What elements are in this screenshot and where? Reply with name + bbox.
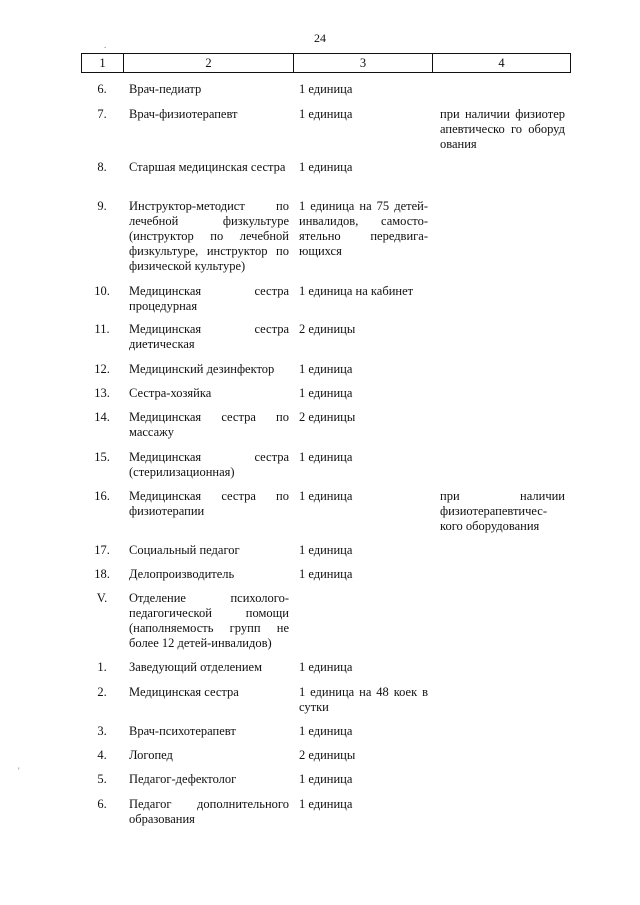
row-number: 12. [94, 362, 110, 376]
row-number: 18. [94, 567, 110, 581]
row-number: 3. [97, 724, 107, 738]
position-name: Медицинский дезинфектор [129, 362, 275, 376]
table-row [81, 567, 571, 582]
table-row [81, 685, 571, 715]
staff-quantity: 1 единица [299, 772, 353, 786]
row-note [432, 386, 569, 401]
table-row [81, 160, 571, 175]
table-header-row [81, 53, 571, 73]
row-note [432, 322, 569, 352]
position-name: Медицинская сестра (стерилизационная) [129, 450, 289, 479]
row-note [432, 284, 569, 314]
scan-mark: . [104, 40, 107, 50]
position-name: Сестра-хозяйка [129, 386, 212, 400]
row-number: 6. [97, 82, 107, 96]
row-note [432, 410, 569, 440]
table-row [81, 724, 571, 739]
row-note: при наличии физиотерапевтическо го оборудования [440, 107, 565, 151]
table-row [81, 748, 571, 763]
row-number: 7. [97, 107, 107, 121]
staff-quantity: 1 единица [299, 543, 353, 557]
row-number: 11. [94, 322, 110, 336]
row-note: при наличии физиотерапевтичес-кого оборудования [440, 489, 565, 533]
row-number: 10. [94, 284, 110, 298]
staff-quantity: 1 единица [299, 724, 353, 738]
section-heading-row [81, 591, 571, 651]
staff-quantity: 1 единица [299, 160, 353, 174]
table-row [81, 797, 571, 827]
staff-quantity: 1 единица [299, 386, 353, 400]
staff-quantity: 1 единица на кабинет [299, 284, 414, 298]
row-number: 4. [97, 748, 107, 762]
section-title: Отделение психолого-педагогической помощи (наполняемость групп не более 12 детей-инвалидов) [129, 591, 289, 650]
staff-quantity: 1 единица [299, 660, 353, 674]
table-row [81, 660, 571, 675]
staff-quantity: 1 единица [299, 797, 353, 811]
row-note [432, 82, 569, 97]
table-row [81, 386, 571, 401]
staff-quantity [293, 591, 432, 651]
row-number: 9. [97, 199, 107, 213]
table-row [81, 107, 571, 152]
position-name: Социальный педагог [129, 543, 240, 557]
position-name: Врач-педиатр [129, 82, 202, 96]
header-cell-2: 2 [124, 54, 294, 72]
page-number: 24 [314, 31, 326, 45]
table-row [81, 410, 571, 440]
position-name: Медицинская сестра диетическая [129, 322, 289, 351]
staff-quantity: 2 единицы [299, 322, 356, 336]
row-note [432, 685, 569, 715]
staff-quantity: 1 единица на 48 коек в сутки [299, 685, 428, 714]
scan-mark: ' [18, 766, 20, 776]
staff-quantity: 2 единицы [299, 748, 356, 762]
row-note [432, 748, 569, 763]
row-note [432, 450, 569, 480]
row-number: 8. [97, 160, 107, 174]
position-name: Заведующий отделением [129, 660, 263, 674]
row-number: 2. [97, 685, 107, 699]
row-note [432, 772, 569, 787]
staff-quantity: 1 единица на 75 детей-инвалидов, самосто-ятельно передвига-ющихся [299, 199, 428, 258]
table-row [81, 772, 571, 787]
position-name: Медицинская сестра процедурная [129, 284, 289, 313]
row-number: 13. [94, 386, 110, 400]
header-cell-3: 3 [294, 54, 433, 72]
staff-quantity: 1 единица [299, 450, 353, 464]
table-row [81, 362, 571, 377]
staff-quantity: 1 единица [299, 107, 353, 121]
row-note [432, 797, 569, 827]
row-number: 1. [97, 660, 107, 674]
position-name: Медицинская сестра по массажу [129, 410, 289, 439]
staff-quantity: 1 единица [299, 82, 353, 96]
row-note [432, 362, 569, 377]
row-number: 5. [97, 772, 107, 786]
row-note [432, 660, 569, 675]
position-name: Врач-физиотерапевт [129, 107, 238, 121]
table-row [81, 322, 571, 352]
row-note [432, 724, 569, 739]
table-row [81, 489, 571, 534]
position-name: Врач-психотерапевт [129, 724, 236, 738]
position-name: Педагог-дефектолог [129, 772, 237, 786]
position-name: Медицинская сестра [129, 685, 239, 699]
staff-quantity: 1 единица [299, 567, 353, 581]
staff-quantity: 1 единица [299, 489, 353, 503]
row-number: 17. [94, 543, 110, 557]
header-cell-1: 1 [82, 54, 124, 72]
position-name: Делопроизводитель [129, 567, 235, 581]
row-note [432, 199, 569, 274]
table-row [81, 82, 571, 97]
table-row [81, 284, 571, 314]
row-note [432, 543, 569, 558]
table-row [81, 450, 571, 480]
header-cell-4: 4 [498, 56, 505, 70]
staff-quantity: 2 единицы [299, 410, 356, 424]
row-number: 14. [94, 410, 110, 424]
position-name: Логопед [129, 748, 173, 762]
section-number: V. [96, 591, 108, 605]
row-number: 16. [94, 489, 110, 503]
table-row [81, 543, 571, 558]
row-note [432, 160, 569, 175]
row-number: 15. [94, 450, 110, 464]
row-note [432, 591, 569, 651]
position-name: Инструктор-методист по лечебной физкультуре (инструктор по лечебной физкультуре, инструктор по физической культуре) [129, 199, 289, 273]
position-name: Медицинская сестра по физиотерапии [129, 489, 289, 518]
table-row [81, 199, 571, 274]
position-name: Старшая медицинская сестра [129, 160, 286, 174]
staff-quantity: 1 единица [299, 362, 353, 376]
position-name: Педагог дополнительного образования [129, 797, 289, 826]
row-number: 6. [97, 797, 107, 811]
row-note [432, 567, 569, 582]
